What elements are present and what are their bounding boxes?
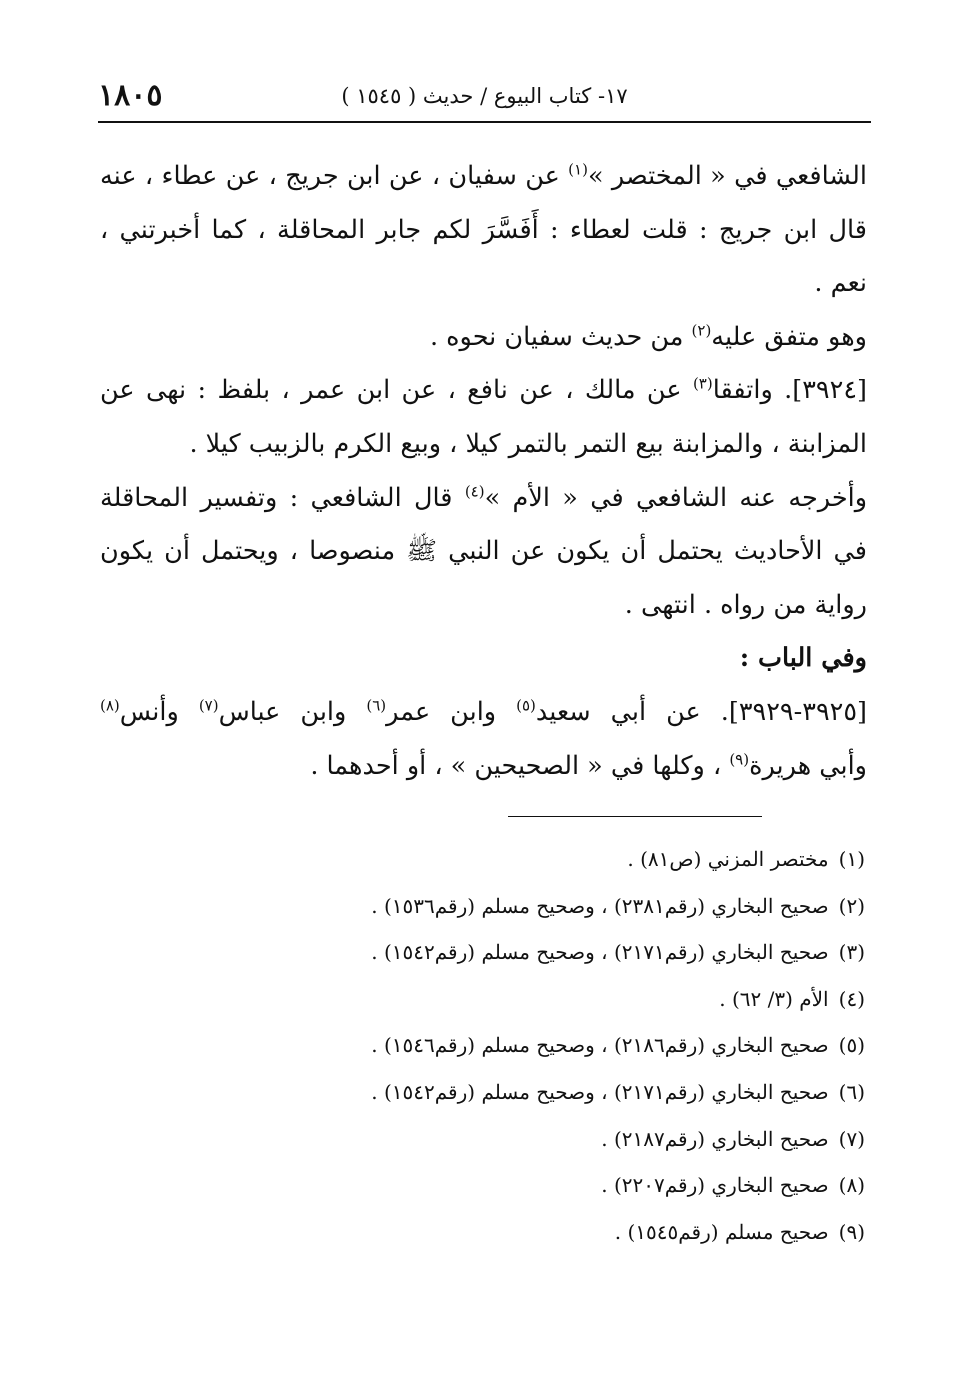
footnote-ref: (٦) (366, 696, 387, 715)
footnote-number: (٩) (838, 1219, 865, 1244)
text-run: عن سفيان ، عن ابن جريج ، عن عطاء ، عنه (100, 161, 560, 191)
text-run: ، وكلها في « الصحيحين » ، أو أحدهما . (310, 750, 730, 781)
section-heading: وفي الباب : (739, 643, 867, 674)
text-line: نعم . (814, 268, 867, 299)
footnote-ref: (٣) (692, 374, 713, 393)
text-run: وأخرجه عنه الشافعي في « الأم » (484, 482, 867, 513)
text-run: قال الشافعي : وتفسير المحاقلة (100, 482, 453, 513)
footnote-text: صحيح البخاري (رقم٢١٧١) ، وصحيح مسلم (رقم١٥٤٢) . (371, 1079, 829, 1104)
text-line: رواية من رواه . انتهى . (624, 589, 867, 620)
footnote-number: (٢) (838, 893, 865, 918)
footnote-item (165, 1022, 865, 1069)
footnote-item (165, 976, 865, 1023)
footnote-number: (٣) (838, 940, 865, 965)
text-line: قال ابن جريج : قلت لعطاء : أَفَسَّرَ لكم جابر المحاقلة ، كما أخبرتني ، (100, 214, 867, 245)
footnote-text: صحيح البخاري (رقم٢٣٨١) ، وصحيح مسلم (رقم١٥٣٦) . (371, 893, 829, 918)
footnotes (165, 836, 865, 1255)
text-line (100, 472, 867, 526)
footnote-text: صحيح البخاري (رقم٢١٨٦) ، وصحيح مسلم (رقم١٥٤٦) . (371, 1033, 829, 1058)
text-run: عن مالك ، عن نافع ، عن ابن عمر ، بلفظ : نهى عن (100, 375, 693, 406)
text-line (100, 740, 867, 794)
text-run: وأنس (119, 696, 199, 727)
footnote-separator (508, 816, 762, 817)
footnote-item (165, 1162, 865, 1209)
footnote-item (165, 1116, 865, 1163)
main-text (100, 150, 867, 793)
footnote-ref: (٤) (464, 482, 485, 501)
footnote-text: صحيح البخاري (رقم٢٢٠٧) . (601, 1173, 829, 1198)
footnote-number: (٦) (838, 1079, 865, 1104)
footnote-text: صحيح البخاري (رقم٢١٧١) ، وصحيح مسلم (رقم١٥٤٢) . (371, 940, 829, 965)
text-run: [٣٩٢٥-٣٩٢٩]. عن أبي سعيد (535, 696, 867, 727)
footnote-text: الأم (٣/ ٦٢) . (719, 986, 829, 1011)
footnote-item (165, 929, 865, 976)
header-rule (98, 121, 871, 123)
footnote-ref: (٥) (516, 696, 536, 715)
text-line: في الأحاديث يحتمل أن يكون عن النبي ﷺ منصوصا ، ويحتمل أن يكون (100, 536, 867, 567)
footnote-text: صحيح البخاري (رقم٢١٨٧) . (601, 1126, 829, 1151)
running-head: ١٧- كتاب البيوع / حديث ( ١٥٤٥ ) (341, 84, 628, 108)
page-number: ١٨٠٥ (98, 78, 163, 113)
text-line (100, 311, 867, 365)
footnote-ref: (٢) (691, 321, 712, 340)
footnote-ref: (٩) (729, 750, 750, 769)
footnote-number: (٤) (838, 986, 865, 1011)
footnote-ref: (١) (568, 160, 588, 179)
footnote-item (165, 1209, 865, 1256)
footnote-item (165, 883, 865, 930)
footnote-number: (١) (838, 847, 865, 871)
footnote-ref: (٧) (198, 696, 219, 715)
footnote-text: مختصر المزني (ص٨١) . (627, 847, 829, 871)
text-line: المزابنة ، والمزابنة بيع التمر بالتمر كيلا ، وبيع الكرم بالزبيب كيلا . (189, 428, 867, 459)
text-run: الشافعي في « المختصر » (587, 161, 867, 191)
footnote-number: (٨) (838, 1173, 865, 1198)
footnote-text: صحيح مسلم (رقم١٥٤٥) . (614, 1219, 829, 1244)
text-run: وهو متفق عليه (711, 321, 867, 352)
text-run: وابن عباس (218, 696, 367, 727)
text-run: [٣٩٢٤]. واتفقا (712, 375, 867, 406)
footnote-number: (٧) (838, 1126, 865, 1151)
text-run: وابن عمر (386, 696, 517, 727)
footnote-item (165, 1069, 865, 1116)
text-run: وأبي هريرة (749, 750, 867, 781)
text-run: من حديث سفيان نحوه . (429, 321, 692, 352)
text-line (100, 686, 867, 740)
footnote-number: (٥) (838, 1033, 865, 1058)
footnote-item (165, 836, 865, 883)
page-header (98, 74, 871, 120)
text-line (100, 150, 867, 204)
footnote-ref: (٨) (100, 696, 120, 715)
text-line (100, 364, 867, 418)
